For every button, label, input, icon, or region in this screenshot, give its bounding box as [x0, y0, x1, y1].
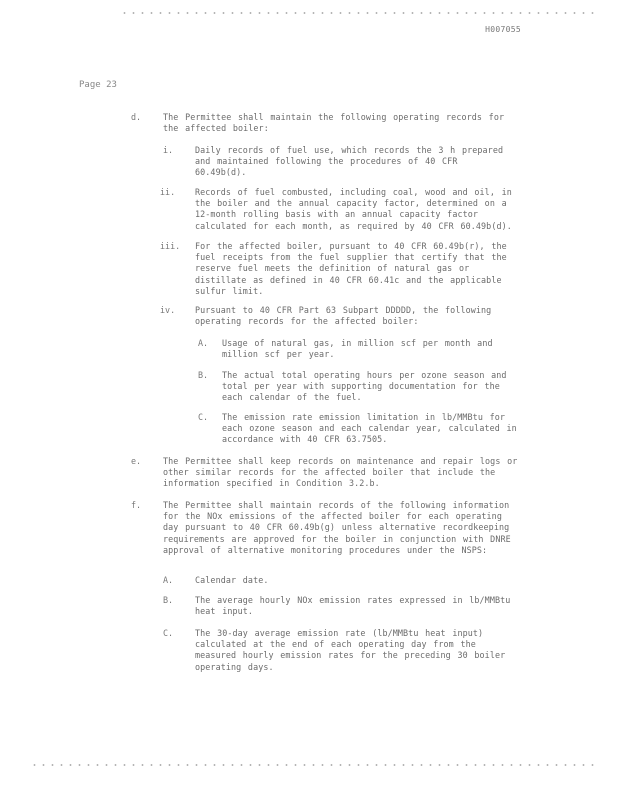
- subitem-d-i: [195, 145, 515, 179]
- scan-artifact-bottom: [30, 764, 598, 766]
- subsubitem-marker: C.: [198, 412, 209, 422]
- paragraph: The average hourly NOx emission rates expressed in lb/MMBtu heat input.: [195, 595, 511, 617]
- subitem-d-iii: [195, 241, 515, 297]
- subitem-marker: C.: [163, 628, 174, 638]
- subitem-marker: i.: [163, 145, 174, 155]
- paragraph: The emission rate emission limitation in lb/MMBtu for each ozone season and each calendar year, calculated in accordance with 40 CFR 63.7505.: [222, 412, 517, 445]
- subitem-f-a: [195, 575, 515, 586]
- subsubitem-marker: B.: [198, 370, 209, 380]
- page-number: Page 23: [79, 80, 117, 90]
- subsubitem-marker: A.: [198, 338, 209, 348]
- subsubitem-d-iv-c: [222, 412, 517, 446]
- subitem-marker: B.: [163, 595, 174, 605]
- scan-artifact-top: [120, 12, 598, 14]
- paragraph: Pursuant to 40 CFR Part 63 Subpart DDDDD, the following operating records for the affected boiler:: [195, 305, 492, 327]
- subitem-marker: iii.: [160, 241, 181, 251]
- paragraph: The actual total operating hours per ozone season and total per year with supporting documentation for the each calendar of the fuel.: [222, 370, 507, 403]
- paragraph: The Permittee shall keep records on maintenance and repair logs or other similar records for the affected boiler that include the information specified in Condition 3.2.b.: [163, 456, 518, 489]
- item-d-text: [163, 112, 518, 134]
- subitem-d-iv: [195, 305, 515, 327]
- item-f-text: [163, 500, 518, 556]
- item-marker-e: e.: [131, 456, 142, 466]
- subsubitem-d-iv-a: [222, 338, 517, 360]
- item-e-text: [163, 456, 518, 490]
- subitem-marker: iv.: [160, 305, 176, 315]
- subitem-f-c: [195, 628, 520, 673]
- paragraph: Daily records of fuel use, which records the 3 h prepared and maintained following the procedures of 40 CFR 60.49b(d).: [195, 145, 504, 178]
- paragraph: For the affected boiler, pursuant to 40 CFR 60.49b(r), the fuel receipts from the fuel supplier that certify that the reserve fuel meets the definition of natural gas or distillate as defined in 40 CFR 60.41c and the applicable sulfur limit.: [195, 241, 507, 296]
- paragraph: The Permittee shall maintain records of the following information for the NOx emissions of the affected boiler for each operating day pursuant to 40 CFR 60.49b(g) unless alternative recordkeeping requirements are approved for the boiler in conjunction with DNRE approval of alternative monitoring procedures under the NSPS:: [163, 500, 511, 555]
- paragraph: Records of fuel combusted, including coal, wood and oil, in the boiler and the annual capacity factor, determined on a 12-month rolling basis with an annual capacity factor calculated for each month, as required by 40 CFR 60.49b(d).: [195, 187, 512, 231]
- subitem-marker: A.: [163, 575, 174, 585]
- subitem-d-ii: [195, 187, 520, 232]
- item-marker-d: d.: [131, 112, 142, 122]
- paragraph: Calendar date.: [195, 575, 269, 585]
- subsubitem-d-iv-b: [222, 370, 517, 404]
- subitem-marker: ii.: [160, 187, 176, 197]
- paragraph: Usage of natural gas, in million scf per month and million scf per year.: [222, 338, 493, 360]
- subitem-f-b: [195, 595, 520, 617]
- paragraph: The Permittee shall maintain the following operating records for the affected boiler:: [163, 112, 505, 134]
- paragraph: The 30-day average emission rate (lb/MMBtu heat input) calculated at the end of each operating day from the measured hourly emission rates for the preceding 30 boiler operating days.: [195, 628, 506, 672]
- document-id: H007055: [485, 25, 521, 34]
- item-marker-f: f.: [131, 500, 142, 510]
